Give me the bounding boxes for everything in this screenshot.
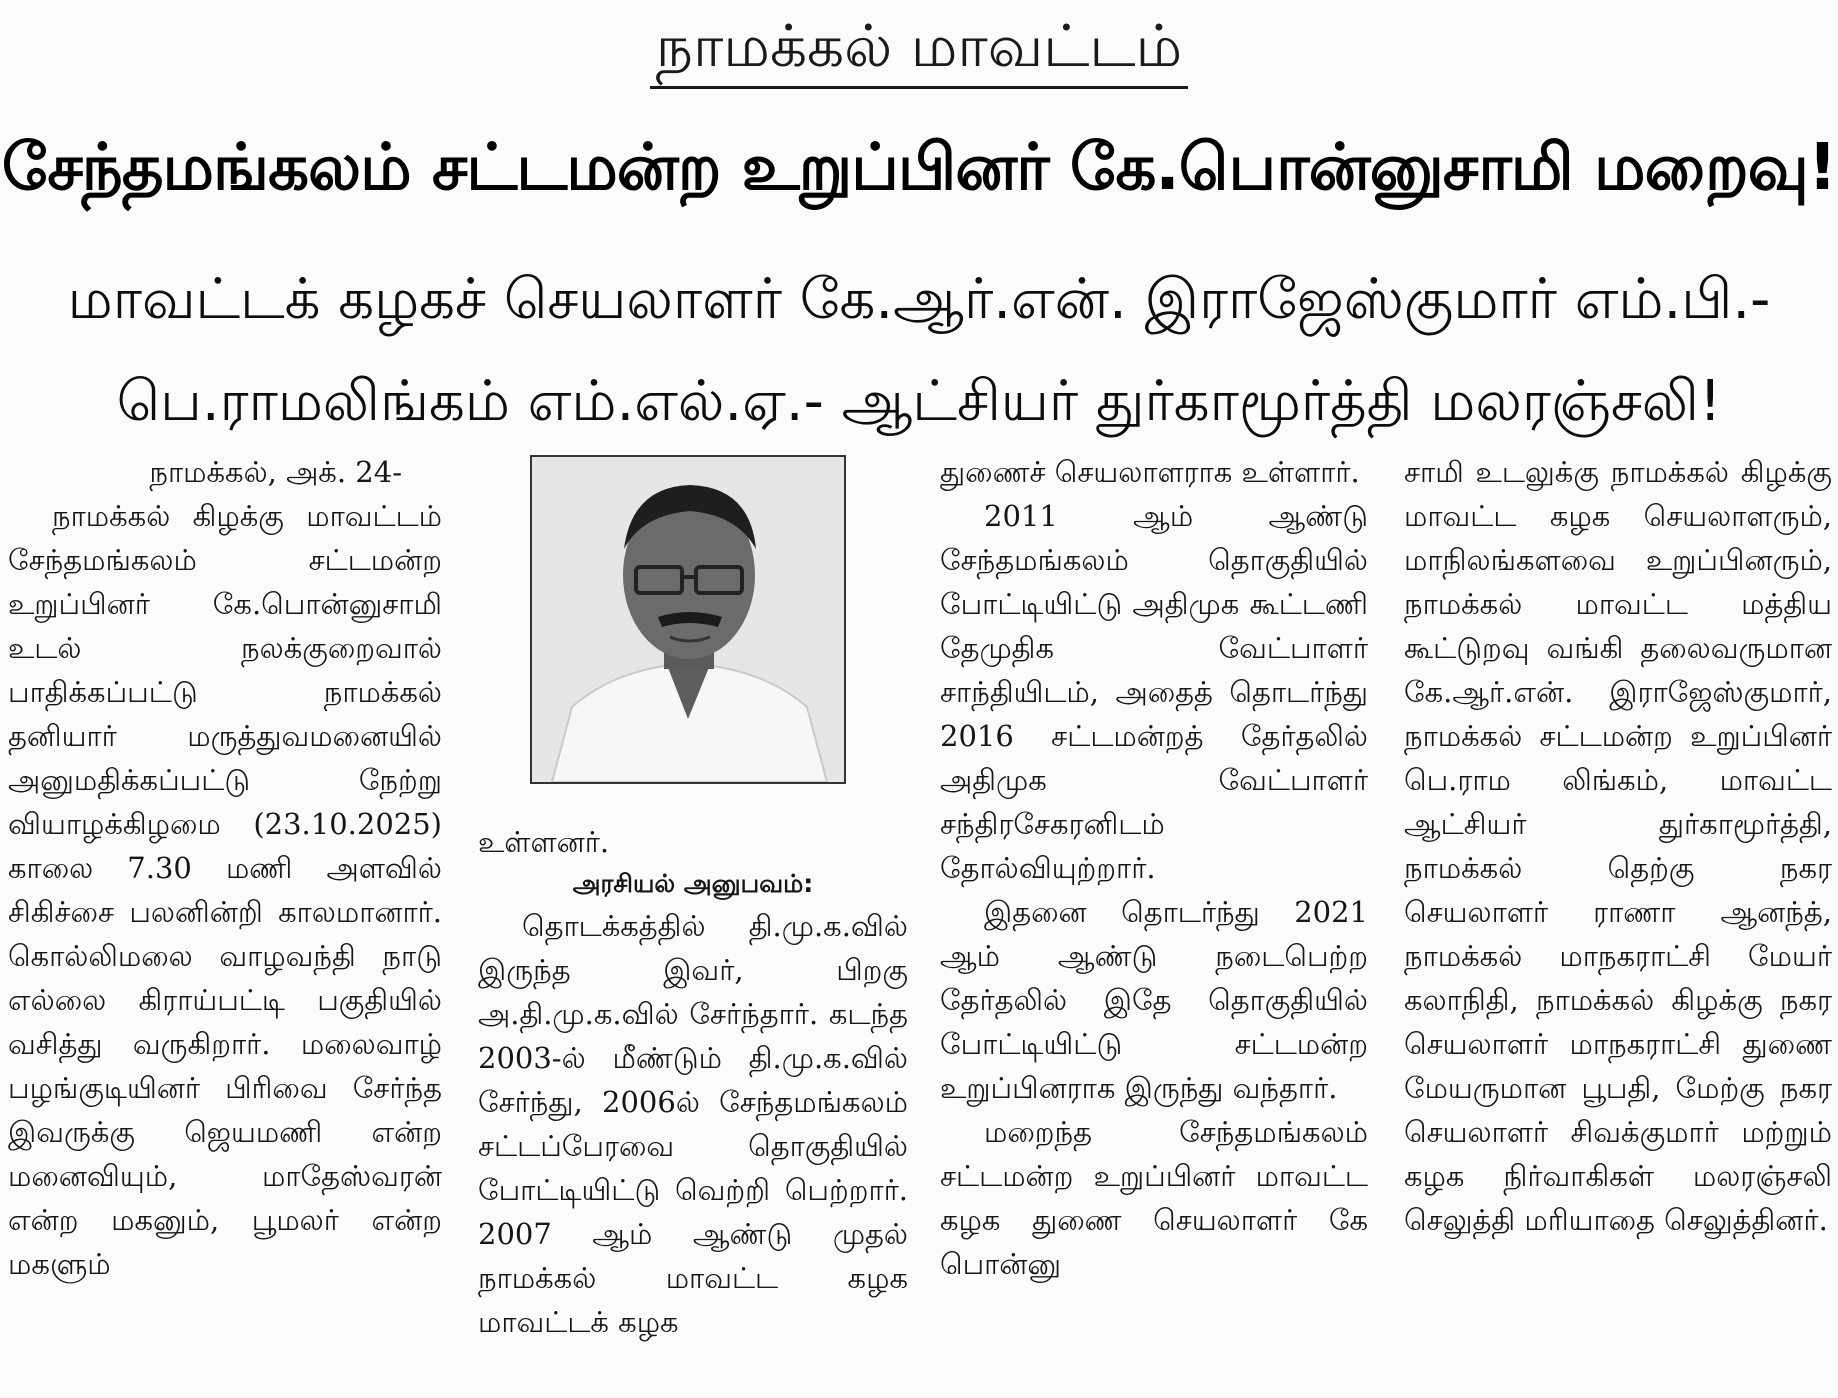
column-2-text	[478, 820, 908, 1344]
subheadline-1: மாவட்டக் கழகச் செயலாளர் கே.ஆர்.என். இராஜேஸ்குமார் எம்.பி.-	[67, 267, 1771, 332]
article-column-3	[940, 450, 1368, 1286]
article-column-4	[1404, 450, 1832, 1242]
headline: சேந்தமங்கலம் சட்டமன்ற உறுப்பினர் கே.பொன்னுசாமி மறைவு!	[1, 131, 1837, 205]
section-subheading: அரசியல் அனுபவம்:	[572, 869, 814, 898]
subheadline-2: பெ.ராமலிங்கம் எம்.எல்.ஏ.- ஆட்சியர் துர்காமூர்த்தி மலரஞ்சலி!	[116, 369, 1722, 434]
paragraph: தொடக்கத்தில் தி.மு.க.வில் இருந்த இவர், பிறகு அ.தி.மு.க.வில் சேர்ந்தார். கடந்த 2003-ல் மீண்டும் தி.மு.க.வில் சேர்ந்து, 2006ல் சேந்தமங்கலம் சட்டப்பேரவை தொகுதியில் போட்டியிட்டு வெற்றி பெற்றார். 2007 ஆம் ஆண்டு முதல் நாமக்கல் மாவட்ட கழக மாவட்டக் கழக	[478, 909, 908, 1339]
portrait-photo-icon	[532, 457, 844, 782]
paragraph: மறைந்த சேந்தமங்கலம் சட்டமன்ற உறுப்பினர் மாவட்ட கழக துணை செயலாளர் கே பொன்னு	[940, 1115, 1368, 1281]
paragraph-continued: உள்ளனர்.	[478, 825, 610, 859]
district-title: நாமக்கல் மாவட்டம்	[650, 10, 1188, 89]
portrait-photo	[530, 455, 846, 784]
article-column-1	[8, 450, 442, 1286]
paragraph: துணைச் செயலாளராக உள்ளார்.	[940, 455, 1360, 489]
dateline: நாமக்கல், அக். 24-	[149, 455, 402, 489]
paragraph: நாமக்கல் கிழக்கு மாவட்டம் சேந்தமங்கலம் சட்டமன்ற உறுப்பினர் கே.பொன்னுசாமி உடல் நலக்குறைவால் பாதிக்கப்பட்டு நாமக்கல் தனியார் மருத்துவமனையில் அனுமதிக்கப்பட்டு நேற்று வியாழக்கிழமை (23.10.2025) காலை 7.30 மணி அளவில் சிகிச்சை பலனின்றி காலமானார். கொல்லிமலை வாழவந்தி நாடு எல்லை கிராய்பட்டி பகுதியில் வசித்து வருகிறார். மலைவாழ் பழங்குடியினர் பிரிவை சேர்ந்த இவருக்கு ஜெயமணி என்ற மனைவியும், மாதேஸ்வரன் என்ற மகனும், பூமலர் என்ற மகளும்	[8, 499, 442, 1281]
district-label	[0, 10, 1838, 89]
paragraph: இதனை தொடர்ந்து 2021 ஆம் ஆண்டு நடைபெற்ற தேர்தலில் இதே தொகுதியில் போட்டியிட்டு சட்டமன்ற உறுப்பினராக இருந்து வந்தார்.	[940, 895, 1368, 1105]
paragraph: 2011 ஆம் ஆண்டு சேந்தமங்கலம் தொகுதியில் போட்டியிட்டு அதிமுக கூட்டணி தேமுதிக வேட்பாளர் சாந்தியிடம், அதைத் தொடர்ந்து 2016 சட்டமன்றத் தேர்தலில் அதிமுக வேட்பாளர் சந்திரசேகரனிடம் தோல்வியுற்றார்.	[940, 499, 1368, 885]
paragraph: சாமி உடலுக்கு நாமக்கல் கிழக்கு மாவட்ட கழக செயலாளரும், மாநிலங்களவை உறுப்பினரும், நாமக்கல் மாவட்ட மத்திய கூட்டுறவு வங்கி தலைவருமான கே.ஆர்.என். இராஜேஸ்குமார், நாமக்கல் சட்டமன்ற உறுப்பினர் பெ.ராம லிங்கம், மாவட்ட ஆட்சியர் துர்காமூர்த்தி, நாமக்கல் தெற்கு நகர செயலாளர் ராணா ஆனந்த், நாமக்கல் மாநகராட்சி மேயர் கலாநிதி, நாமக்கல் கிழக்கு நகர செயலாளர் மாநகராட்சி துணை மேயருமான பூபதி, மேற்கு நகர செயலாளர் சிவக்குமார் மற்றும் கழக நிர்வாகிகள் மலரஞ்சலி செலுத்தி மரியாதை செலுத்தினர்.	[1404, 455, 1832, 1237]
